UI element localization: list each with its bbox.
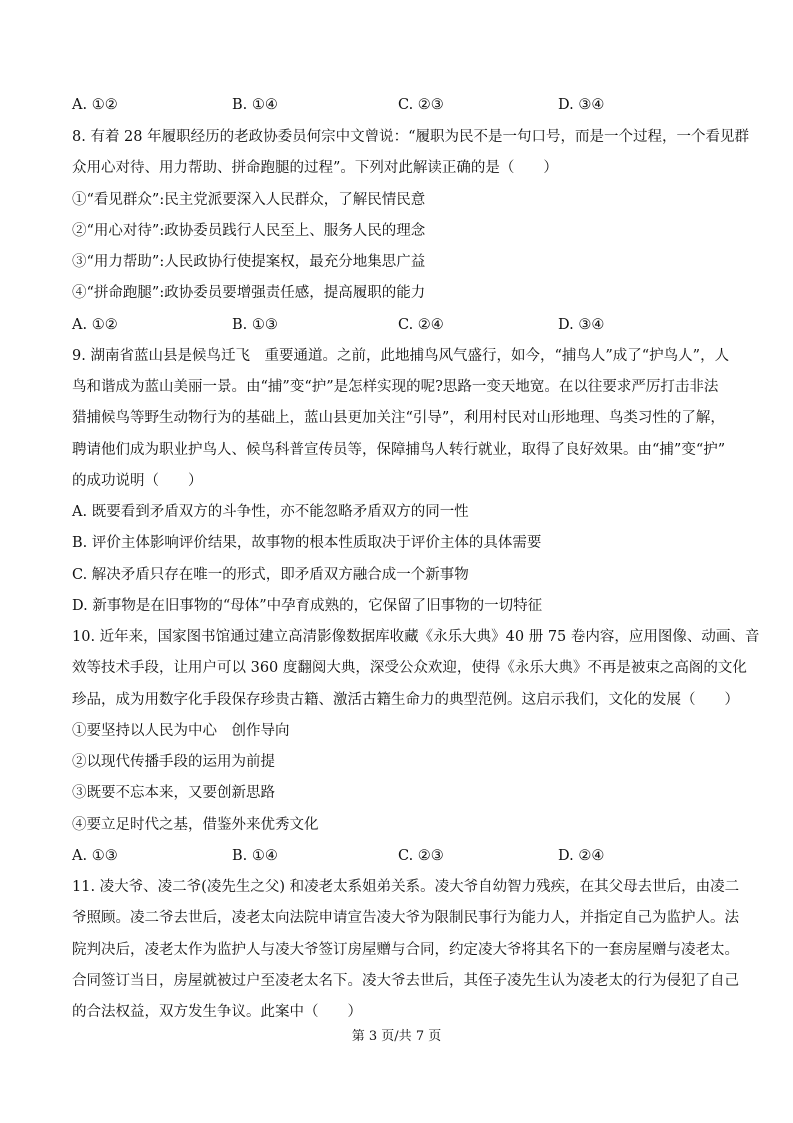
q10-statement-4: ④要立足时代之基，借鉴外来优秀文化 — [72, 817, 319, 833]
q11-stem-line-2: 爷照顾。凌二爷去世后，凌老太向法院申请宣告凌大爷为限制民事行为能力人，并指定自己为监护人。法 — [72, 910, 739, 926]
q8-option-b: B. ①③ — [232, 317, 278, 333]
q10-option-b: B. ①④ — [232, 848, 278, 864]
q9-option-c: C. 解决矛盾只存在唯一的形式，即矛盾双方融合成一个新事物 — [72, 567, 469, 583]
q10-statement-3: ③既要不忘本来，又要创新思路 — [72, 785, 275, 801]
q9-stem-line-4: 聘请他们成为职业护鸟人、候鸟科普宣传员等，保障捕鸟人转行就业，取得了良好效果。由“捕”变“护” — [72, 442, 726, 458]
q10-stem-line-1: 10. 近年来，国家图书馆通过建立高清影像数据库收藏《永乐大典》40 册 75 卷内容，应用图像、动画、音 — [72, 629, 760, 645]
q9-option-b: B. 评价主体影响评价结果，故事物的根本性质取决于评价主体的具体需要 — [72, 535, 542, 551]
q11-stem-line-4: 合同签订当日，房屋就被过户至凌老太名下。凌大爷去世后，其侄子凌先生认为凌老太的行为侵犯了自己 — [72, 973, 739, 989]
q10-statement-2: ②以现代传播手段的运用为前提 — [72, 754, 275, 770]
q11-stem-line-5: 的合法权益，双方发生争议。此案中（ ） — [72, 1004, 362, 1020]
q8-option-d: D. ③④ — [558, 317, 605, 333]
q8-stem-line-2: 众用心对待、用力帮助、拼命跑腿的过程”。下列对此解读正确的是（ ） — [72, 160, 558, 176]
q8-statement-4: ④“拼命跑腿”:政协委员要增强责任感，提高履职的能力 — [72, 285, 426, 301]
q8-option-c: C. ②④ — [398, 317, 444, 333]
q8-statement-1: ①“看见群众”:民主党派要深入人民群众，了解民情民意 — [72, 192, 426, 208]
q10-option-c: C. ②③ — [398, 848, 444, 864]
q9-stem-line-5: 的成功说明（ ） — [72, 473, 203, 489]
q7-option-a: A. ①② — [72, 97, 118, 113]
q9-stem-line-1: 9. 湖南省蓝山县是候鸟迁飞 重要通道。之前，此地捕鸟风气盛行，如今，“捕鸟人”成了“护鸟人”，人 — [72, 348, 730, 364]
q10-option-d: D. ②④ — [558, 848, 605, 864]
q10-statement-1: ①要坚持以人民为中心 创作导向 — [72, 723, 290, 739]
q10-option-a: A. ①③ — [72, 848, 118, 864]
q9-option-a: A. 既要看到矛盾双方的斗争性，亦不能忽略矛盾双方的同一性 — [72, 504, 469, 520]
q11-stem-line-3: 院判决后，凌老太作为监护人与凌大爷签订房屋赠与合同，约定凌大爷将其名下的一套房屋赠与凌老太。 — [72, 942, 739, 958]
q7-option-c: C. ②③ — [398, 97, 444, 113]
q7-option-d: D. ③④ — [558, 97, 605, 113]
q9-stem-line-3: 猎捕候鸟等野生动物行为的基础上，蓝山县更加关注“引导”，利用村民对山形地理、鸟类习性的了解， — [72, 410, 725, 426]
q10-stem-line-3: 珍品，成为用数字化手段保存珍贵古籍、激活古籍生命力的典型范例。这启示我们，文化的发展（ ） — [72, 692, 739, 708]
q8-statement-2: ②“用心对待”:政协委员践行人民至上、服务人民的理念 — [72, 223, 426, 239]
q9-stem-line-2: 鸟和谐成为蓝山美丽一景。由“捕”变“护”是怎样实现的呢?思路一变天地宽。在以往要求严厉打击非法 — [72, 379, 719, 395]
q7-option-b: B. ①④ — [232, 97, 278, 113]
q10-stem-line-2: 效等技术手段，让用户可以 360 度翻阅大典，深受公众欢迎，使得《永乐大典》不再是被束之高阁的文化 — [72, 660, 747, 676]
page-number-footer: 第 3 页/共 7 页 — [351, 1029, 442, 1044]
q9-option-d: D. 新事物是在旧事物的“母体”中孕育成熟的，它保留了旧事物的一切特征 — [72, 598, 543, 614]
q8-statement-3: ③“用力帮助”:人民政协行使提案权，最充分地集思广益 — [72, 254, 426, 270]
q11-stem-line-1: 11. 凌大爷、凌二爷(凌先生之父) 和凌老太系姐弟关系。凌大爷自幼智力残疾，在其父母去世后，由凌二 — [72, 879, 740, 895]
q8-option-a: A. ①② — [72, 317, 118, 333]
q8-stem-line-1: 8. 有着 28 年履职经历的老政协委员何宗中文曾说：“履职为民不是一句口号，而是一个过程，一个看见群 — [72, 129, 750, 145]
